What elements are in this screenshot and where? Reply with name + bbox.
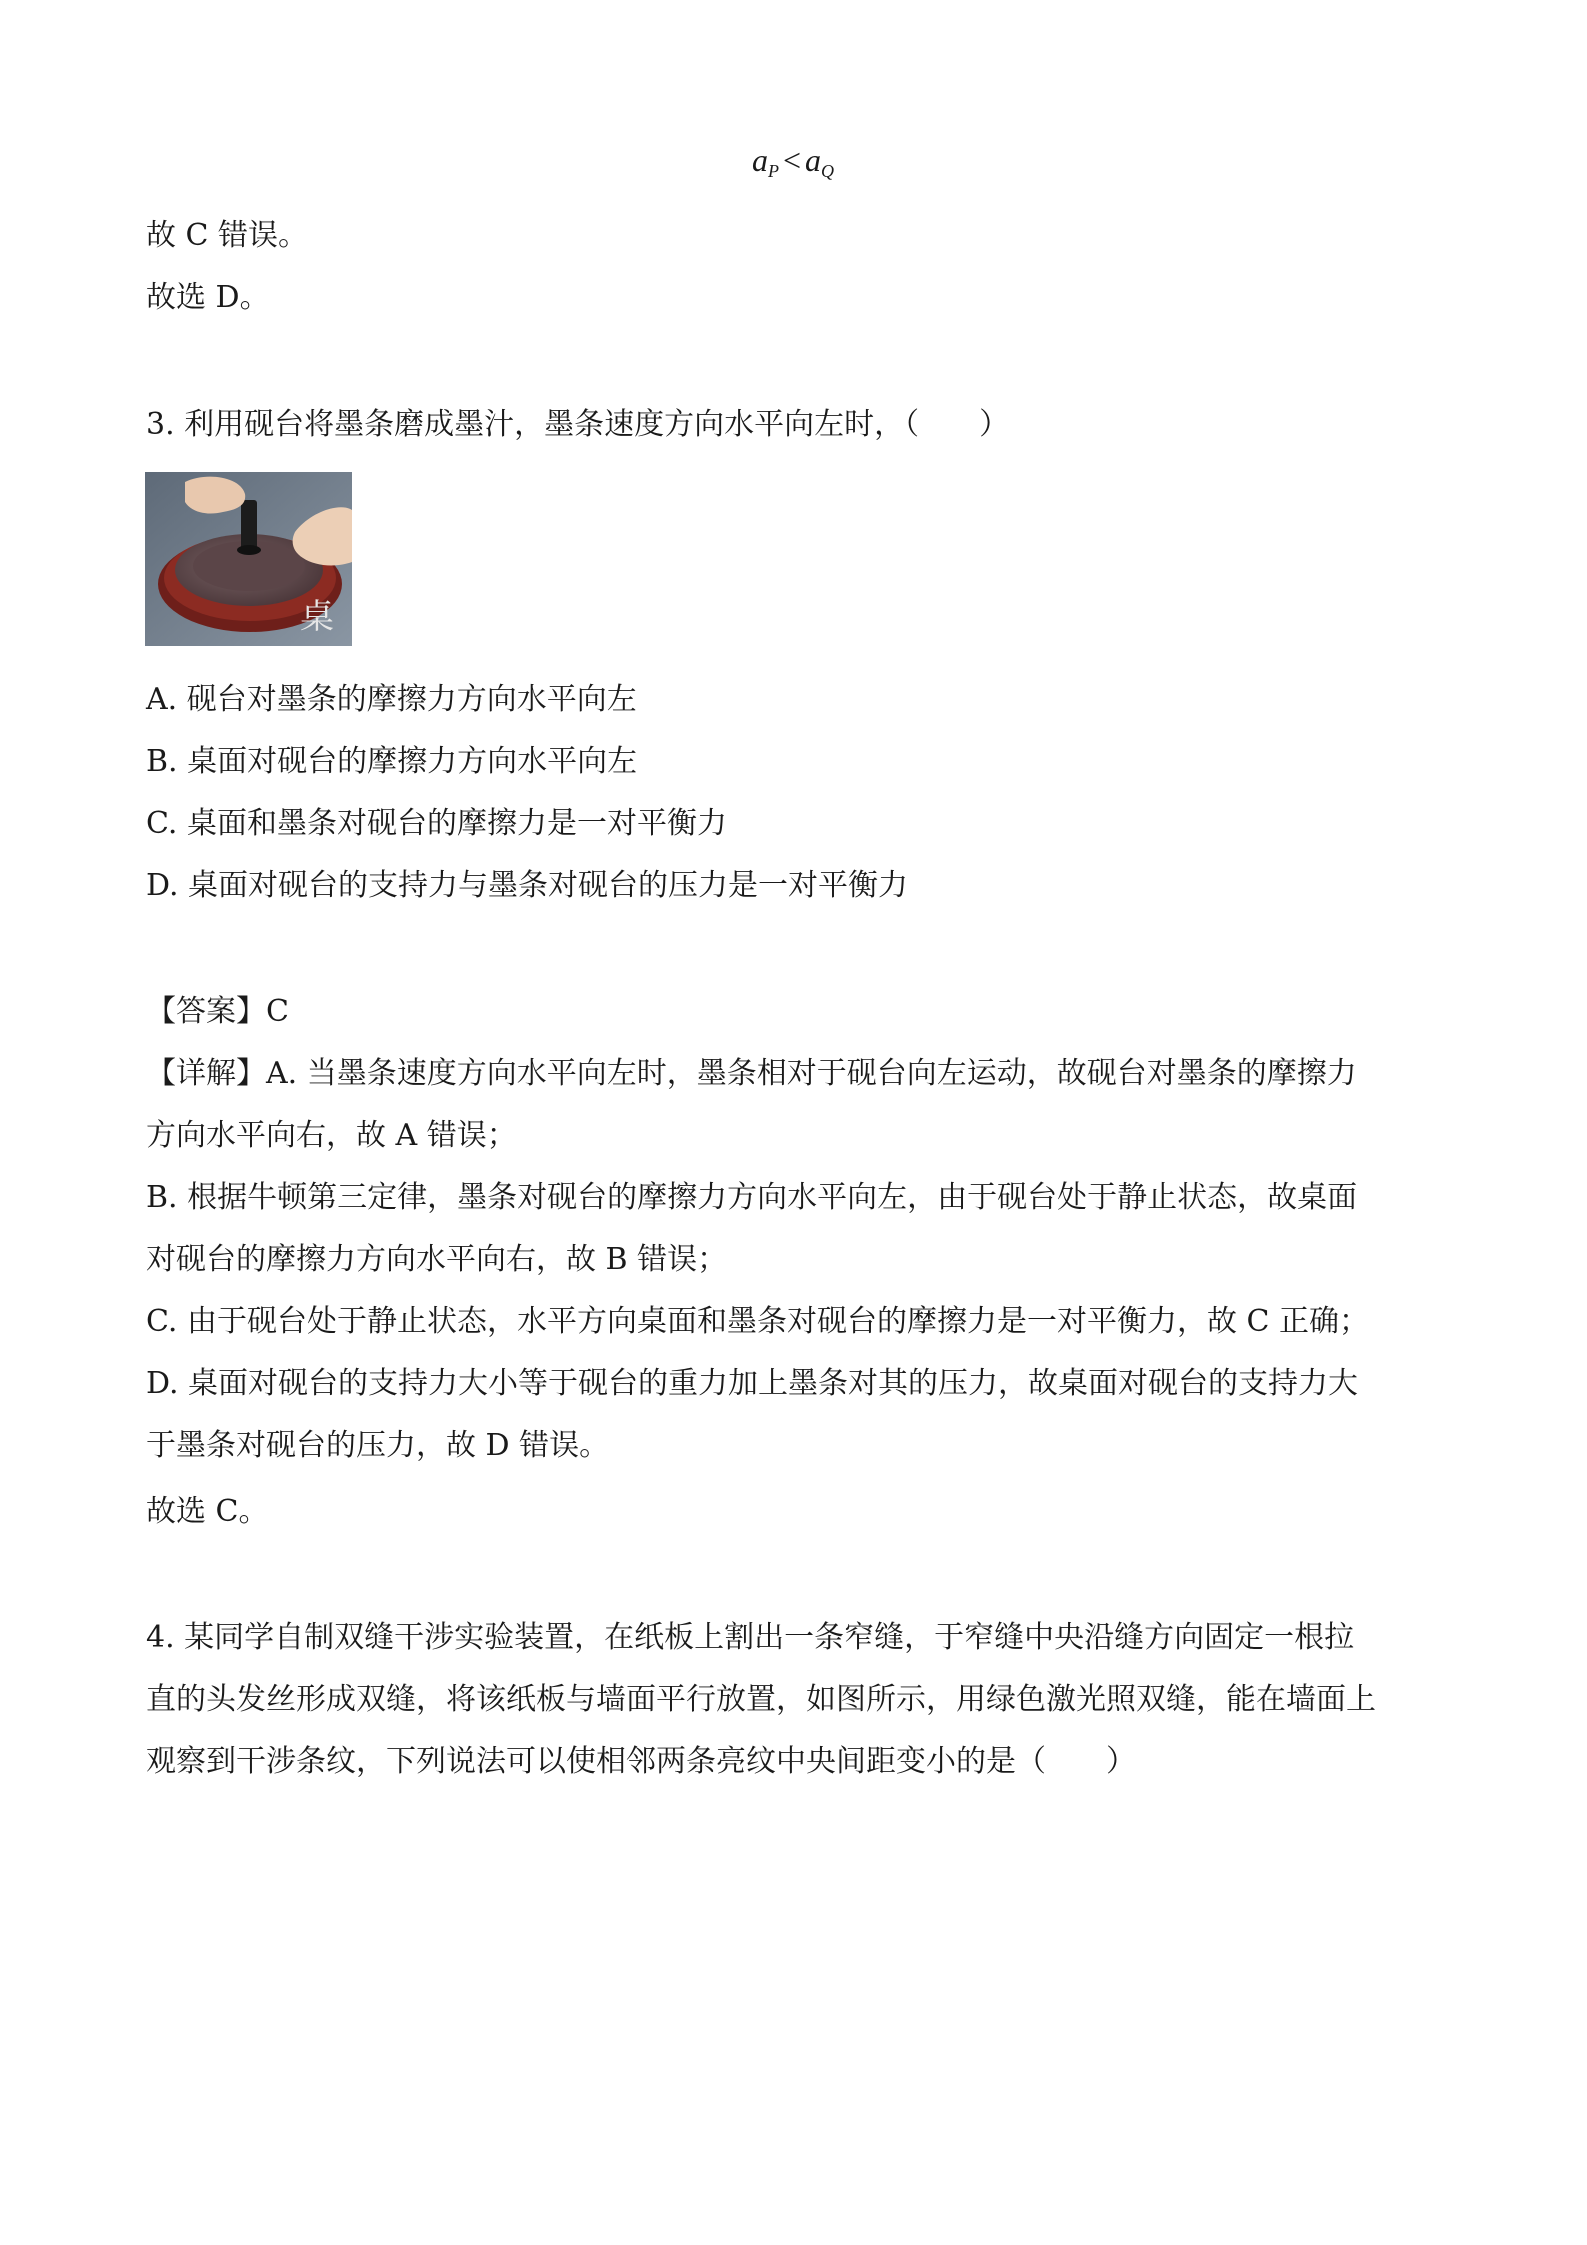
inkstone-photo — [145, 472, 352, 646]
option-a: A. 砚台对墨条的摩擦力方向水平向左 — [146, 682, 637, 717]
prev-conclusion-line-1: 故 C 错误。 — [146, 218, 309, 253]
explanation-line-6: D. 桌面对砚台的支持力大小等于砚台的重力加上墨条对其的压力，故桌面对砚台的支持力大 — [146, 1366, 1359, 1401]
prev-conclusion-line-2: 故选 D。 — [146, 280, 270, 315]
explanation-conclusion: 故选 C。 — [146, 1494, 269, 1529]
question-4-stem-line-2: 直的头发丝形成双缝，将该纸板与墙面平行放置，如图所示，用绿色激光照双缝，能在墙面上 — [146, 1682, 1376, 1717]
explanation-line-4: 对砚台的摩擦力方向水平向右，故 B 错误； — [146, 1242, 728, 1277]
formula-left-var: a — [752, 142, 768, 178]
option-c: C. 桌面和墨条对砚台的摩擦力是一对平衡力 — [146, 806, 727, 841]
formula-operator: < — [783, 142, 802, 178]
option-b: B. 桌面对砚台的摩擦力方向水平向左 — [146, 744, 638, 779]
explanation-line-3: B. 根据牛顿第三定律，墨条对砚台的摩擦力方向水平向左，由于砚台处于静止状态，故桌面 — [146, 1180, 1358, 1215]
formula-acceleration-comparison — [752, 140, 834, 191]
option-d: D. 桌面对砚台的支持力与墨条对砚台的压力是一对平衡力 — [146, 868, 909, 903]
question-4-stem-line-3: 观察到干涉条纹，下列说法可以使相邻两条亮纹中央间距变小的是（ ） — [146, 1744, 1136, 1779]
answer-line: 【答案】C — [146, 994, 289, 1029]
formula-left-sub: P — [768, 161, 779, 181]
question-3-stem: 3. 利用砚台将墨条磨成墨汁，墨条速度方向水平向左时，（ ） — [146, 407, 1010, 442]
formula-right-var: a — [805, 142, 822, 178]
photo-label-desk: 桌 — [300, 597, 334, 637]
explanation-line-1: 【详解】A. 当墨条速度方向水平向左时，墨条相对于砚台向左运动，故砚台对墨条的摩擦力 — [146, 1056, 1357, 1091]
explanation-line-2: 方向水平向右，故 A 错误； — [146, 1118, 517, 1153]
explanation-line-5: C. 由于砚台处于静止状态，水平方向桌面和墨条对砚台的摩擦力是一对平衡力，故 C 正确； — [146, 1304, 1369, 1339]
explanation-line-7: 于墨条对砚台的压力，故 D 错误。 — [146, 1428, 610, 1463]
question-4-stem-line-1: 4. 某同学自制双缝干涉实验装置，在纸板上割出一条窄缝，于窄缝中央沿缝方向固定一根拉 — [146, 1620, 1355, 1655]
formula-right-sub: Q — [821, 161, 835, 181]
